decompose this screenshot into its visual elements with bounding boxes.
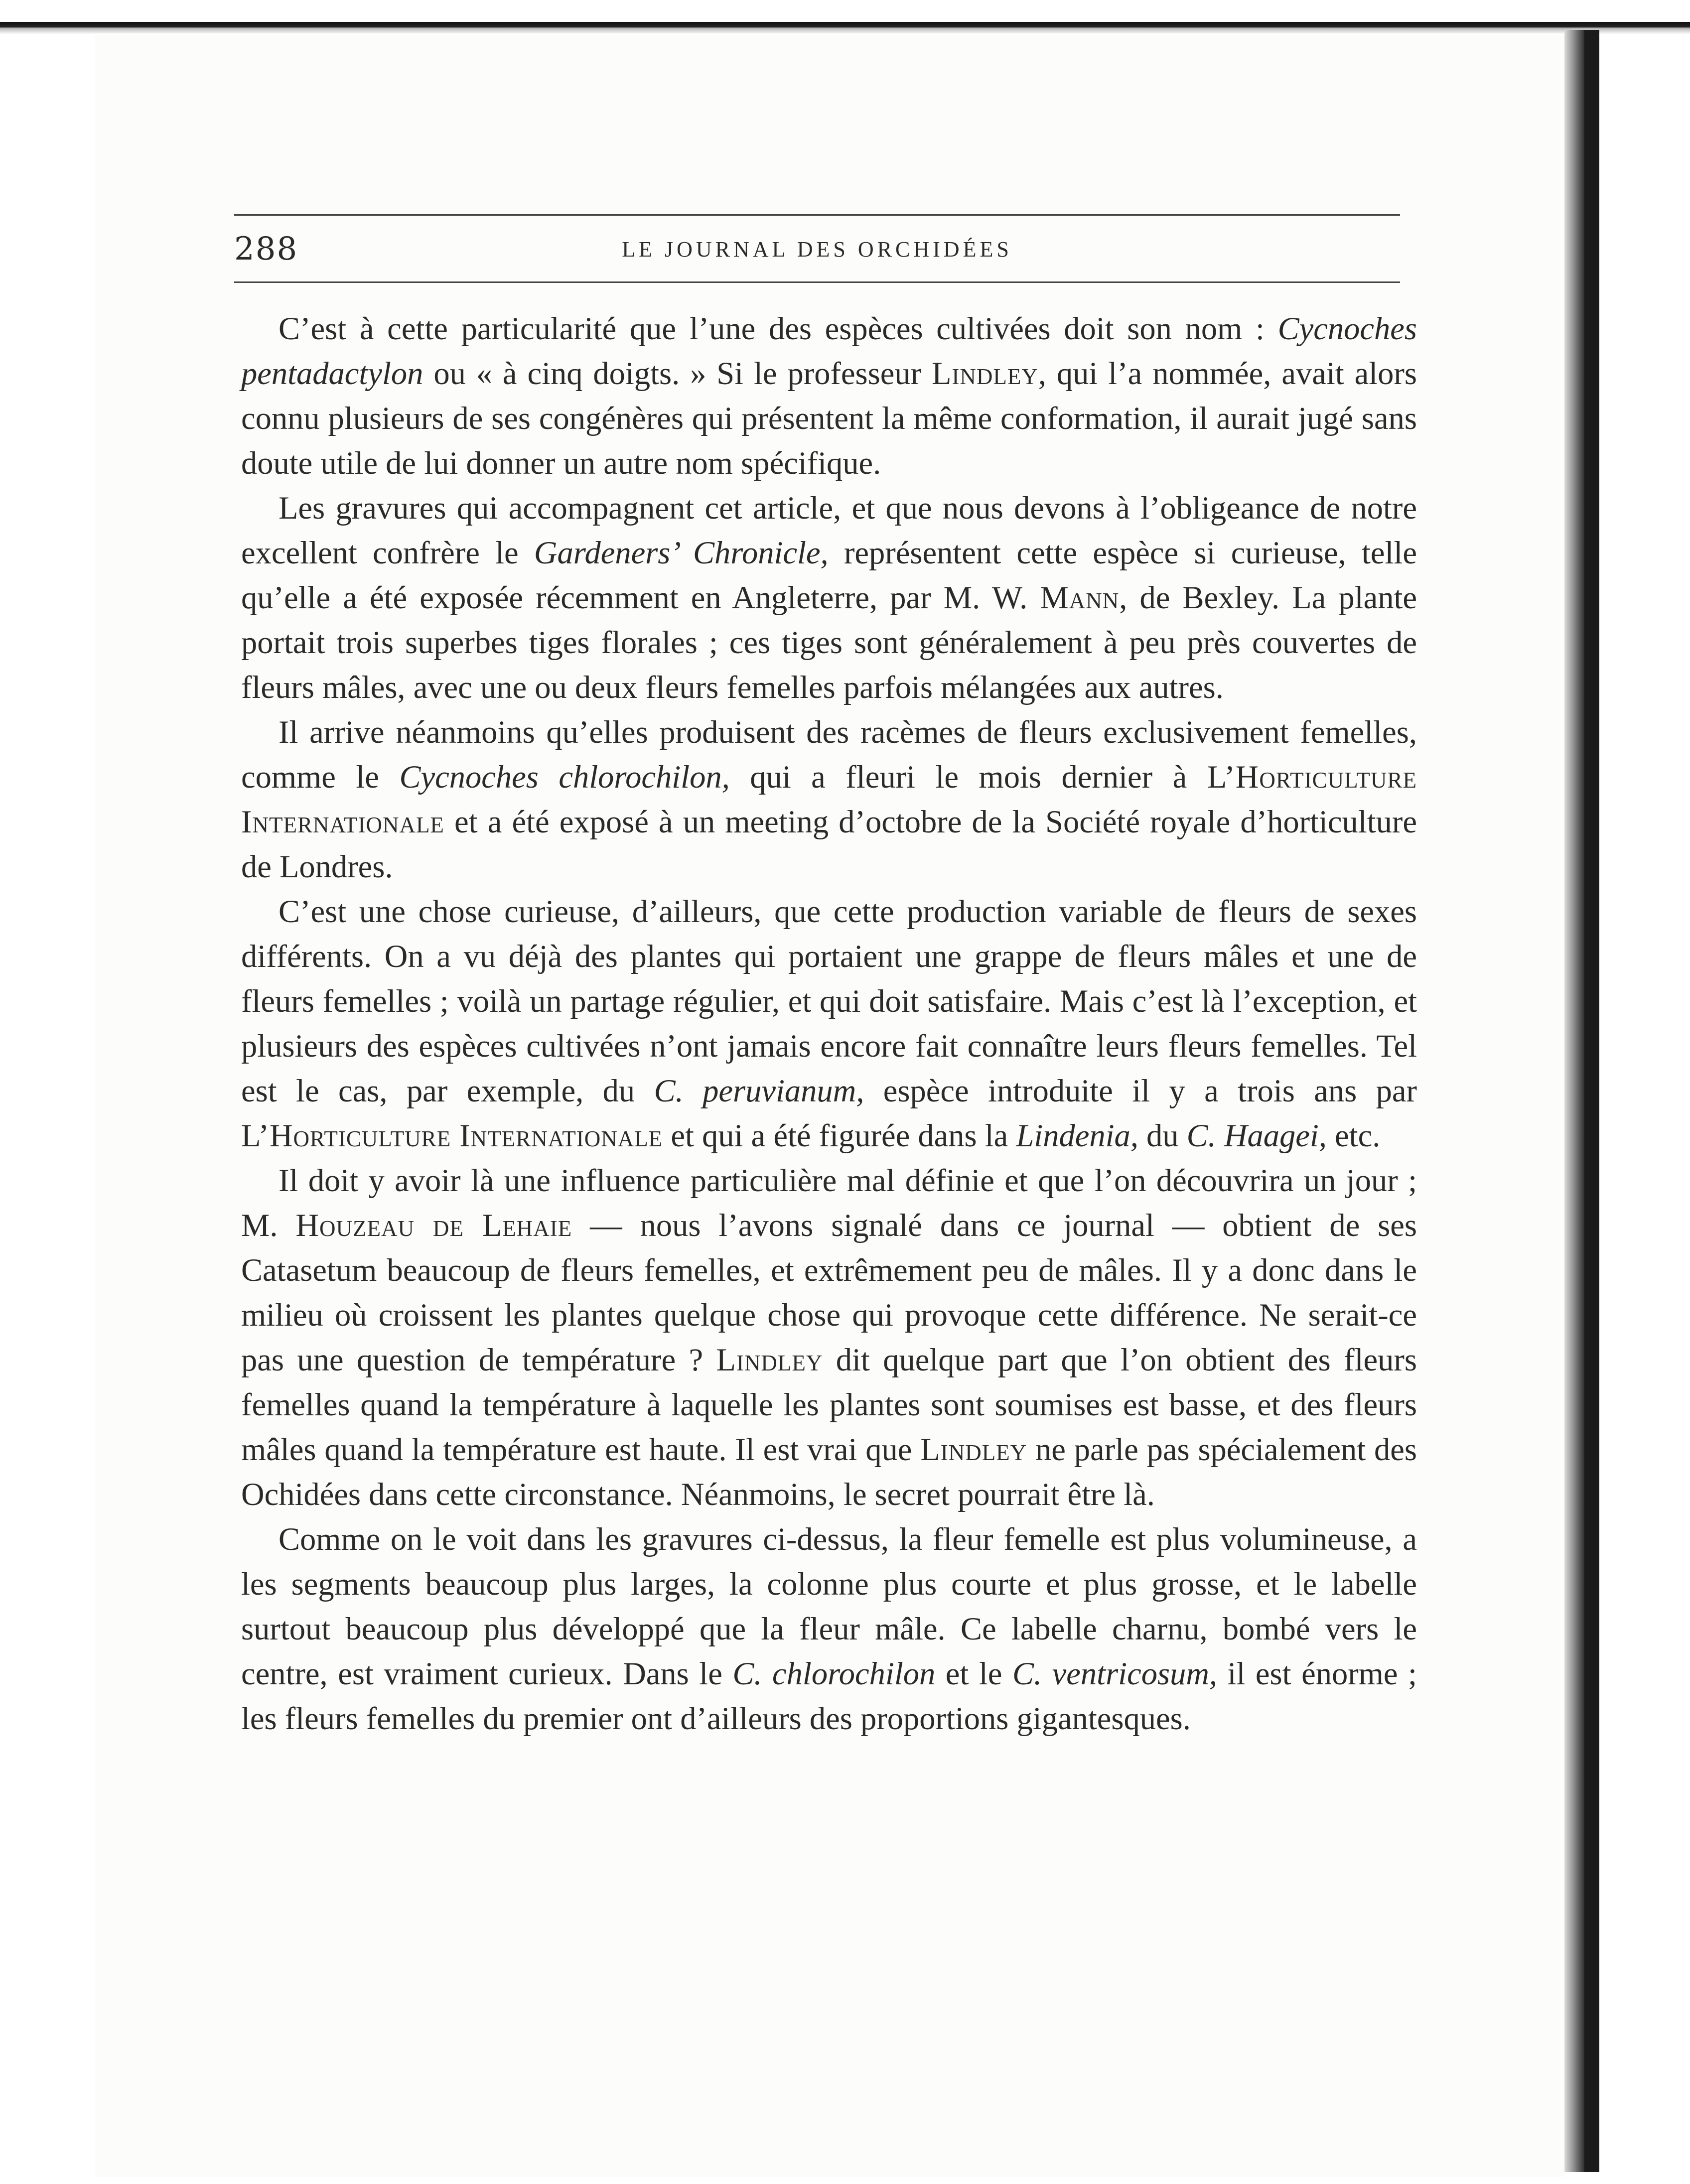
paragraph: Les gravures qui accompagnent cet article, et que nous devons à l’obligeance de notre excellent confrère le Gardeners’ Chronicle, représentent cette espèce si curieuse, telle qu’elle a été exposée récemment en Angleterre, par M. W. Mann, de Bexley. La plante portait trois superbes tiges florales ; ces tiges sont généralement à peu près couvertes de fleurs mâles, avec une ou deux fleurs femelles parfois mélangées aux autres. — [241, 490, 1417, 705]
scan-right-border — [1584, 30, 1599, 2172]
paragraph: C’est à cette particularité que l’une des espèces cultivées doit son nom : Cycnoches pentadactylon ou « à cinq doigts. » Si le professeur Lindley, qui l’a nommée, avait alors connu plusieurs de ses congénères qui présentent la même conformation, il aurait jugé sans doute utile de lui donner un autre nom spécifique. — [241, 311, 1417, 481]
page-number: 288 — [234, 231, 298, 268]
paragraph: C’est une chose curieuse, d’ailleurs, que cette production variable de fleurs de sexes différents. On a vu déjà des plantes qui portaient une grappe de fleurs mâles et une de fleurs femelles ; voilà un partage régulier, et qui doit satisfaire. Mais c’est là l’exception, et plusieurs des espèces cultivées n’ont jamais encore fait connaître leurs fleurs femelles. Tel est le cas, par exemple, du C. peruvianum, espèce introduite il y a trois ans par L’Horticulture Internationale et qui a été figurée dans la Lindenia, du C. Haagei, etc. — [241, 894, 1417, 1153]
article-body — [241, 306, 1417, 1741]
paragraph: Comme on le voit dans les gravures ci-dessus, la fleur femelle est plus volumineuse, a les segments beaucoup plus larges, la colonne plus courte et plus grosse, et le labelle surtout beaucoup plus développé que la fleur mâle. Ce labelle charnu, bombé vers le centre, est vraiment curieux. Dans le C. chlorochilon et le C. ventricosum, il est énorme ; les fleurs femelles du premier ont d’ailleurs des proportions gigantesques. — [241, 1521, 1417, 1736]
paragraph: Il arrive néanmoins qu’elles produisent des racèmes de fleurs exclusivement femelles, comme le Cycnoches chlorochilon, qui a fleuri le mois dernier à L’Horticulture Internationale et a été exposé à un meeting d’octobre de la Société royale d’horticulture de Londres. — [241, 714, 1417, 884]
header-top-rule — [234, 214, 1400, 216]
paragraph: Il doit y avoir là une influence particulière mal définie et que l’on découvrira un jour ; M. Houzeau de Lehaie — nous l’avons signalé dans ce journal — obtient de ses Catasetum beaucoup de fleurs femelles, et extrêmement peu de mâles. Il y a donc dans le milieu où croissent les plantes quelque chose qui provoque cette différence. Ne serait-ce pas une question de température ? Lindley dit quelque part que l’on obtient des fleurs femelles quand la température à laquelle les plantes sont soumises est basse, et des fleurs mâles quand la température est haute. Il est vrai que Lindley ne parle pas spécialement des Ochidées dans cette circonstance. Néanmoins, le secret pourrait être là. — [241, 1163, 1417, 1512]
header-bottom-rule — [234, 281, 1400, 283]
running-header — [234, 227, 1400, 276]
page-right-edge-shadow — [1564, 30, 1584, 2172]
page-top-edge — [0, 22, 1690, 34]
running-title: LE JOURNAL DES ORCHIDÉES — [622, 237, 1012, 262]
